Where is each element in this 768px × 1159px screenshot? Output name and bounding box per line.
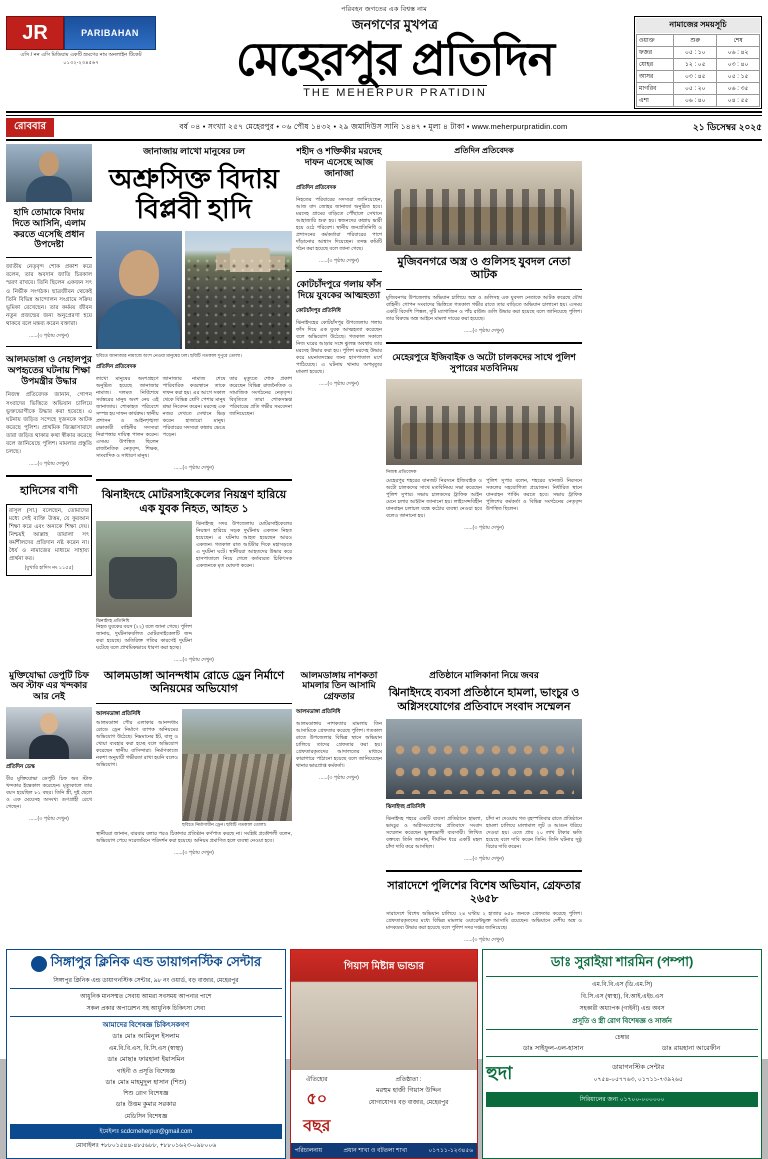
sweets-prop-name: মরহুম হাজী গিয়াস উদ্দিন xyxy=(375,1087,442,1095)
zhenaidah-body-left: ঝিনাইদহ শহরে একটি ব্যবসা প্রতিষ্ঠানে হামলা, ভাংচুর ও অগ্নিসংযোগের প্রতিবাদে সংবাদ সম্মেলন করেছেন ভুক্তভোগী ব্যবসায়ী। লিখিত বক্তব্যে তিনি জানান, দীর্ঘদিন ধরে একটি মহল চাঁদা দাবি করে আসছিল। xyxy=(386,815,482,850)
huda-clinic-sub: ডায়াগনস্টিক সেন্টার xyxy=(612,1064,665,1072)
police-drive-body: সারাদেশে বিশেষ অভিযান চালিয়ে ২৪ ঘণ্টায় ২ হাজার ৬৫৮ জনকে গ্রেফতার করেছে পুলিশ। গ্রেফতারকৃতদের মধ্যে বিভিন্ন মামলার ওয়ারেন্টভুক্ত আসামি রয়েছেন। অভিযানে দেশীয় অস্ত্র ও মাদকদ্রব্য উদ্ধার করা হয়েছে বলে পুলিশ সদর দপ্তর জানিয়েছে। xyxy=(386,911,582,932)
clinic-logo-icon xyxy=(31,956,47,972)
masthead-tagline: পরিবহন জগতের এক বিশ্বস্ত নাম xyxy=(341,6,427,13)
police-drive-more: ......(৩ পৃষ্ঠায় দেখুন) xyxy=(464,937,504,944)
column-right xyxy=(386,144,582,665)
hadis-body: রাসুল (সা.) বলেছেন, তোমাদের মধ্যে সেই ব্যক্তি উত্তম, যে কুরআন শিক্ষা করে এবং অন্যকে শিক্ষা দেয়। নিশ্চয়ই আল্লাহ তায়ালা সৎ কর্মশীলদের প্রতিদান নষ্ট করেন না। ধৈর্য ও নামাজের মাধ্যমে সাহায্য প্রার্থনা কর। xyxy=(9,507,89,563)
arrest-headline: আলমডাঙ্গায় নাশকতা মামলার তিন আসামি গ্রেফতার xyxy=(300,669,378,702)
arrest-body: আলমডাঙ্গায় নাশকতার মামলায় তিন আসামিকে গ্রেফতার করেছে পুলিশ। গতকাল রাতে উপজেলার বিভিন্ন স্থানে অভিযান চালিয়ে তাদের গ্রেফতার করা হয়। গ্রেফতারকৃতদের আদালতের মাধ্যমে কারাগারে পাঠানো হয়েছে বলে জানিয়েছেন থানার ভারপ্রাপ্ত কর্মকর্তা। xyxy=(296,721,382,770)
clinic-doctor-name: ডাঃ মোছাঃ ফারহানা ইয়াসমিন xyxy=(107,1055,185,1063)
prayer-times-table xyxy=(636,34,760,107)
hadis-title: হাদিসের বাণী xyxy=(20,485,78,498)
prayer-row xyxy=(637,47,760,59)
prayer-start: ০৫ : ২০ xyxy=(674,83,717,95)
clinic-ad-title xyxy=(10,953,282,974)
issue-details: বর্ষ ০৪ • সংখ্যা ২৫৭ মেহেরপুর • ০৬ পৌষ ১৪৩২ • ২৯ জমাদিউস সানি ১৪৪৭ • মূল্য ৪ টাকা • www.meherpurpratidin.com xyxy=(179,121,568,131)
drain-more: ......(৩ পৃষ্ঠায় দেখুন) xyxy=(174,850,214,857)
right-top-strip: প্রতিদিন প্রতিবেদক xyxy=(454,146,514,155)
huda-clinic-logo: হুদা xyxy=(486,1062,513,1083)
prayer-col-name: ওয়াক্ত xyxy=(637,35,674,47)
col3-headline: শহীদ ও শক্তিকীর মরদেহ দাফন এসেছে আজ জানাজা xyxy=(296,146,382,178)
masthead xyxy=(6,16,762,113)
clinic-doctor-name: ডাঃ মোঃ মাহমুদুল হাসান (শিশু) xyxy=(105,1078,187,1086)
col3-body: নিহতের পরিবারের সদস্যরা জানিয়েছেন, আজ বাদ জোহর জানাজা অনুষ্ঠিত হবে। মরদেহ গ্রামের বাড়িতে পৌঁছালে সেখানে আহাজারি শুরু হয়। স্বজনদের কান্নায় ভারী হয়ে ওঠে পরিবেশ। স্থানীয় জনপ্রতিনিধি ও প্রশাসনের কর্মকর্তারা পরিবারের পাশে দাঁড়ানোর আশ্বাস দিয়েছেন। তদন্ত কমিটি গঠন করা হয়েছে বলে জানা গেছে। xyxy=(296,197,382,253)
sweets-footer-phone: ০১৭১১-১২৩৪৫৬ xyxy=(428,1148,474,1155)
huda-clinic-phone: ০৭৫৪-০৫৭৭৬৩, ০১৭১১-৭৩৯২৬৫ xyxy=(593,1076,683,1083)
clinic-ad-title-text: সিঙ্গাপুর ক্লিনিক এন্ড ডায়াগনস্টিক সেন্টার xyxy=(50,954,262,970)
right-mid-caption: নিজস্ব প্রতিবেদক xyxy=(386,468,417,474)
drain-byline: আলমডাঙ্গা প্রতিনিধি xyxy=(96,711,141,718)
sweets-badge-years: ৫০ বছর xyxy=(303,1091,331,1136)
prayer-col-end: শেষ xyxy=(717,35,760,47)
drain-body-left: আলমডাঙ্গা পৌর এলাকার আনন্দধাম রোডে ড্রেন নির্মাণে ব্যাপক অনিয়মের অভিযোগ উঠেছে। নিম্নমানের ইট, বালু ও খোয়া ব্যবহার করা হচ্ছে বলে অভিযোগ করেছেন স্থানীয় বাসিন্দারা। নির্মাণকাজে নকশা অনুযায়ী গভীরতা রাখা হয়নি বলেও অভিযোগ। xyxy=(96,720,178,769)
prayer-end: ০৪ : ৫৫ xyxy=(717,95,760,107)
right-top-body: মুজিবনগর উপজেলায় অভিযান চালিয়ে অস্ত্র ও গুলিসহ এক যুবদল নেতাকে আটক করেছে যৌথ বাহিনী। গোপন সংবাদের ভিত্তিতে গতকাল গভীর রাতে তার বাড়িতে অভিযান চালানো হয়। এসময় একটি বিদেশি পিস্তল, দুটি ম্যাগাজিন ও পাঁচ রাউন্ড গুলি উদ্ধার করা হয়েছে বলে জানিয়েছে পুলিশ। তার বিরুদ্ধে অস্ত্র আইনে মামলা দায়ের করা হয়েছে। xyxy=(386,294,582,322)
doctor-serial[interactable]: সিরিয়ালের জন্য ০১৭০০-০০০০০০ xyxy=(486,1092,758,1107)
doctor-degree-1: এম.বি.বি.এস (ডি.এম.সি) xyxy=(591,982,653,989)
right-mid-headline: মেহেরপুরে ইজিবাইক ও অটো চালকদের সাথে পুলিশ সুপারের মতবিনিময় xyxy=(392,351,576,373)
drain-headline: আলমডাঙ্গা আনন্দধাম রোডে ড্রেন নির্মাণে অনিয়মের অভিযোগ xyxy=(103,669,285,695)
left-article-1-body: জাতীয় নেতৃবৃন্দ শোক প্রকাশ করে বলেন, তার অবদান জাতি চিরকাল স্মরণ রাখবে। তিনি ছিলেন একজন সৎ ও নির্ভীক সংগঠক। ছাত্রজীবন থেকেই তিনি বিভিন্ন আন্দোলন সংগ্রামে সক্রিয় ভূমিকা রেখেছেন। তার কর্মময় জীবন নতুন প্রজন্মের জন্য অনুপ্রেরণা হয়ে থাকবে বলে মন্তব্য করেন বক্তারা। xyxy=(6,264,92,327)
drain-photo xyxy=(182,709,292,821)
col3-headline-2: কোটচাঁদপুরে গলায় ফাঁস দিয়ে যুবকের আত্মহত্যা xyxy=(296,279,382,301)
left-article-2-more: ......(৩ পৃষ্ঠায় দেখুন) xyxy=(29,461,69,468)
clinic-ad-contact xyxy=(10,1124,282,1139)
obituary-kicker: মুক্তিযোদ্ধা ডেপুটি চিফ অব স্টাফ এর খন্দকার আর নেই xyxy=(9,669,89,702)
right-mid-body-right: পুলিশ সুপার বলেন, শহরের যানজট নিরসনে সকলের সহযোগিতা প্রয়োজন। নির্ধারিত স্থানে যানবাহন পার্কিং করতে হবে। সভায় ট্রাফিক পুলিশের কর্মকর্তা ও বিভিন্ন সংগঠনের নেতৃবৃন্দ উপস্থিত ছিলেন। xyxy=(486,477,582,512)
zhenaidah-headline: ঝিনাইদহে ব্যবসা প্রতিষ্ঠানে হামলা, ভাংচুর ও অগ্নিসংযোগের প্রতিবাদে সংবাদ সম্মেলন xyxy=(388,687,580,713)
column-1 xyxy=(6,144,92,665)
obituary-photo xyxy=(6,707,92,759)
col3-body-2: ঝিনাইদহের কোটচাঁদপুর উপজেলায় গলায় ফাঁস দিয়ে এক যুবক আত্মহত্যা করেছেন বলে অভিযোগ উঠেছে। গতকাল সকালে নিজ ঘরের আড়ার সঙ্গে ঝুলন্ত অবস্থায় তার মরদেহ উদ্ধার করা হয়। পুলিশ মরদেহ উদ্ধার করে ময়নাতদন্তের জন্য হাসপাতাল মর্গে পাঠিয়েছে। এ ঘটনায় থানায় অপমৃত্যুর মামলা হয়েছে। xyxy=(296,319,382,375)
lower-band xyxy=(6,668,762,946)
left-article-1-more: ......(৩ পৃষ্ঠায় দেখুন) xyxy=(29,333,69,340)
sweets-prop-label: প্রতিষ্ঠাতা : xyxy=(395,1077,422,1084)
clinic-ad-line2: সকল প্রকার অপারেশন সহ আধুনিক চিকিৎসা সেবা xyxy=(86,1006,206,1013)
zhenaidah-more: ......(৩ পৃষ্ঠায় দেখুন) xyxy=(464,855,504,862)
accident-body-2: নিহত যুবকের বয়স (২২) বলে জানা গেছে। পুলিশ জানায়, দুর্ঘটনাকবলিত মোটরসাইকেলটি জব্দ করা হয়েছে। অতিরিক্ত গতির কারণেই দুর্ঘটনা ঘটেছে বলে প্রাথমিকভাবে ধারণা করা হচ্ছে। xyxy=(96,623,192,651)
masthead-center xyxy=(156,16,634,109)
left-article-2-body: নিজস্ব প্রতিবেদক জানান, গোপন সংবাদের ভিত্তিতে অভিযান চালিয়ে ভুক্তভোগীকে উদ্ধার করা হয়েছে। এ ঘটনায় জড়িত সন্দেহে দুজনকে আটক করেছে পুলিশ। প্রাথমিক জিজ্ঞাসাবাদে তারা জড়িত থাকার কথা স্বীকার করেছে বলে জানিয়েছে পুলিশ। মামলার প্রস্তুতি চলছে। xyxy=(6,392,92,456)
right-top-photo xyxy=(386,161,582,251)
prayer-times-box xyxy=(634,16,762,109)
newspaper-title-english: THE MEHERPUR PRATIDIN xyxy=(303,87,487,100)
prayer-row xyxy=(637,95,760,107)
moto-accident-headline: ঝিনাইদহে মোটরসাইকেলের নিয়ন্ত্রণ হারিয়ে এক যুবক নিহত, আহত ১ xyxy=(101,489,287,515)
lower-col-4 xyxy=(386,668,582,946)
clinic-ad[interactable] xyxy=(6,949,286,1159)
sweets-shop-photo xyxy=(291,950,477,1070)
issue-info-bar xyxy=(6,115,762,141)
police-drive-headline: সারাদেশে পুলিশের বিশেষ অভিযান, গ্রেফতার ২৬৫৮ xyxy=(387,879,581,906)
jr-logo-mark: JR xyxy=(6,16,64,50)
col3-more: ......(৩ পৃষ্ঠায় দেখুন) xyxy=(319,258,359,265)
clinic-doctor-name: ডাঃ মোঃ আমিনুল ইসলাম xyxy=(112,1033,180,1041)
accident-photo-caption: ঝিনাইদহ প্রতিনিধি xyxy=(96,617,130,623)
doctor-chamber-left: ডাঃ সাইফুল-এল-হাসান xyxy=(522,1045,584,1053)
column-2-lead xyxy=(96,144,292,665)
doctor-ad-name: ডাঃ সুরাইয়া শারমিন (পম্পা) xyxy=(550,954,694,970)
lead-headline: অশ্রুসিক্ত বিদায় বিপ্লবী হাদি xyxy=(109,164,279,224)
paribahan-name: PARIBAHAN xyxy=(81,28,139,38)
prayer-row xyxy=(637,83,760,95)
doctor-ad[interactable] xyxy=(482,949,762,1159)
right-top-headline: মুজিবনগরে অস্ত্র ও গুলিসহ যুবদল নেতা আটক xyxy=(397,255,571,281)
lead-photo-caption: ছবিতে জানাজার নামাজে অংশ নেওয়া মানুষের ঢল। ছবিটি গতকাল দুপুরে তোলা। xyxy=(96,353,242,359)
lower-col-1 xyxy=(6,668,92,946)
lower-col-2 xyxy=(96,668,292,946)
masthead-left-caption: এসি / নন এসি মিডিয়াম একটি ভ্রমণের নাম অনলাইন টিকেট ০১৩২-২৩৪৫৬৭ xyxy=(20,52,142,66)
sweets-shop-sign: গিয়াস মিষ্টান্ন ভান্ডার xyxy=(343,960,425,972)
prayer-end: ০৬ : ৩৫ xyxy=(717,83,760,95)
left-article-2-headline: আলমডাঙ্গা ও নেহালপুর অপহৃতের ঘটনায় শিক্ষা উপমন্ত্রীর উদ্ধার xyxy=(6,354,92,386)
column-3 xyxy=(296,144,382,665)
prayer-name: যোহর xyxy=(637,59,674,71)
drain-photo-caption: ছবিতে নির্মাণাধীন ড্রেন। ছবিটি গতকাল তোলা। xyxy=(182,822,267,828)
prayer-start: ১২ : ০৫ xyxy=(674,59,717,71)
hadis-box xyxy=(6,504,92,577)
prayer-start: ০৩ : ৪৫ xyxy=(674,71,717,83)
right-mid-more: ......(৩ পৃষ্ঠায় দেখুন) xyxy=(464,524,504,531)
prayer-start: ০৬ : ৪০ xyxy=(674,95,717,107)
prayer-row xyxy=(637,71,760,83)
zhenaidah-body-right: চাঁদা না দেওয়ায় গত বৃহস্পতিবার রাতে প্রতিষ্ঠানে হামলা চালিয়ে মালামাল লুট ও আগুন ধরিয়ে দেওয়া হয়। এতে প্রায় ২০ লাখ টাকার ক্ষতি হয়েছে বলে দাবি করেন তিনি। তিনি ঘটনার সুষ্ঠু বিচার দাবি করেন। xyxy=(486,815,582,850)
newspaper-title: মেহেরপুর প্রতিদিন xyxy=(235,33,555,85)
zobor-headline: প্রতিষ্ঠানে মালিকানা নিয়ে জবর xyxy=(429,669,539,680)
accident-photo xyxy=(96,521,192,617)
arrest-more: ......(৩ পৃষ্ঠায় দেখুন) xyxy=(319,775,359,782)
lead-byline: প্রতিদিন প্রতিবেদক xyxy=(96,364,137,371)
prayer-end: ০৩ : ৪০ xyxy=(717,59,760,71)
clinic-doctor-degree: গাইনী ও প্রসূতি বিশেষজ্ঞ xyxy=(116,1068,175,1075)
weekday-badge: রোববার xyxy=(6,118,54,137)
prayer-name: ফজর xyxy=(637,47,674,59)
doctor-chamber-heading: চেম্বার xyxy=(614,1035,630,1042)
sweets-badge-label: ঐতিহ্যের xyxy=(305,1077,328,1084)
right-mid-body-left: মেহেরপুর শহরের যানজট নিরসনে ইজিবাইক ও অটো চালকদের সাথে মতবিনিময় সভা করেছেন পুলিশ সুপার। সভায় চালকদের ট্রাফিক আইন মেনে চলার আহ্বান জানানো হয়। লাইসেন্সবিহীন যানবাহন চলাচল বন্ধে কঠোর ব্যবস্থা নেওয়া হবে বলেও জানানো হয়। xyxy=(386,477,482,519)
prayer-end: ০৬ : ৪২ xyxy=(717,47,760,59)
sweets-contact: যোগাযোগঃ বড় বাজার, মেহেরপুর xyxy=(368,1099,449,1106)
prayer-name: আসর xyxy=(637,71,674,83)
prayer-start: ০৫ : ১০ xyxy=(674,47,717,59)
left-photo-headline: হাদি তোমাকে বিদায় দিতে আসিনি, এলাম করতে এসেছি প্রধান উপদেষ্টা xyxy=(12,207,86,250)
sweets-footer-mid: প্রধান শাখা ও বটতলা শাখা xyxy=(343,1148,408,1155)
lead-crowd-photo xyxy=(185,231,292,349)
clinic-ad-phone: মোবাইলঃ +৮৮০১৫৪৪-৪৮৫৬৮৮, +৮৮০১৬২৩-০৯৮০০৬ xyxy=(75,1143,217,1150)
hadis-reference: (বুখারি হাদিস নং ১১৫৫) xyxy=(24,565,74,572)
bus-graphic xyxy=(64,16,156,50)
obituary-body: বীর মুক্তিযোদ্ধা ডেপুটি চিফ অব স্টাফ খন্দকার ইন্তেকাল করেছেন। মৃত্যুকালে তার বয়স হয়েছিল ৮১ বছর। তিনি স্ত্রী, দুই ছেলে ও এক মেয়েসহ অসংখ্য গুণগ্রাহী রেখে গেছেন। xyxy=(6,776,92,811)
prayer-col-start: শুরু xyxy=(674,35,717,47)
lower-col-3 xyxy=(296,668,382,946)
masthead-left-ad xyxy=(6,16,156,109)
doctor-degree-3: সহকারী অধ্যাপক (গাইনী) এন্ড অবস xyxy=(579,1006,665,1013)
doctor-ad-title xyxy=(486,953,758,974)
press-conference-photo xyxy=(386,719,582,799)
accident-more: ......(৩ পৃষ্ঠায় দেখুন) xyxy=(174,656,214,663)
accident-body-1: ঝিনাইদহ সদর উপজেলায় মোটরসাইকেলের নিয়ন্ত্রণ হারিয়ে সড়ক দুর্ঘটনায় একজন নিহত হয়েছেন। এ ঘটনায় আহত হয়েছেন আরও একজন। গতকাল রাত আটটার দিকে মহাসড়কে এ দুর্ঘটনা ঘটে। স্থানীয়রা আহতদের উদ্ধার করে হাসপাতালে নিয়ে গেলে কর্তব্যরত চিকিৎসক একজনকে মৃত ঘোষণা করেন। xyxy=(196,520,292,569)
clinic-doctor-degree: মেডিসিন বিশেষজ্ঞ xyxy=(124,1114,168,1121)
doctor-degree-2: বি.সি.এস (স্বাস্থ্য), বি.আই.এইচ.এস xyxy=(580,994,664,1001)
clinic-ad-email[interactable]: ইমেইলঃ scdcmeherpur@gmail.com xyxy=(99,1129,193,1136)
lead-more: ......(৩ পৃষ্ঠায় দেখুন) xyxy=(174,465,214,472)
right-top-more: ......(৩ পৃষ্ঠায় দেখুন) xyxy=(464,327,504,334)
doctor-chamber-right: ডাঃ রায়হানা আরেফীন xyxy=(661,1045,721,1053)
lead-body-col-2: জানাজার নামাজ শেষে পারিবারিক কবরস্থানে তাকে দাফন করা হয়। এর আগে সকাল থেকে বিভিন্ন শ্রেণি পেশার মানুষ শ্রদ্ধা নিবেদন করেন। মরদেহ এক নজর দেখতে সেখানে ভিড় করেন হাজারো মানুষ। পরিবারের সদস্যরা কান্নায় ভেঙে পড়েন। xyxy=(162,376,226,439)
sweets-footer-left: পরিচালনায় xyxy=(294,1148,323,1155)
obituary-byline: প্রতিদিন ডেস্ক xyxy=(6,764,35,771)
sweets-ad-footer xyxy=(291,1143,477,1158)
right-mid-photo xyxy=(386,379,582,465)
clinic-doctor-degree: শিশু রোগ বিশেষজ্ঞ xyxy=(123,1091,169,1098)
jr-paribahan-logo xyxy=(6,16,156,50)
doctor-specialty: প্রসূতি ও স্ত্রী রোগ বিশেষজ্ঞ ও সার্জন xyxy=(572,1018,672,1026)
clinic-doctor-name: ডাঃ উত্তম কুমার সরকার xyxy=(115,1101,177,1109)
clinic-doctor-degree: এম.বি.বি.এস, বি.সি.এস (স্বাস্থ্য) xyxy=(108,1045,183,1052)
prayer-end: ০৫ : ১৫ xyxy=(717,71,760,83)
drain-body-right: স্থানীয়রা জানান, বারবার বলার পরও ঠিকাদার প্রতিষ্ঠান কর্ণপাত করছে না। সংশ্লিষ্ট প্রকৌশলী বলেন, অভিযোগ পেয়ে সরেজমিনে পরিদর্শন করা হয়েছে। অনিয়ম প্রমাণিত হলে ব্যবস্থা নেওয়া হবে। xyxy=(96,831,292,845)
lead-portrait-photo xyxy=(96,231,182,349)
ads-row xyxy=(6,949,762,1159)
content-grid xyxy=(6,144,762,665)
col3-byline-2: কোটচাঁদপুর প্রতিনিধি xyxy=(296,307,341,314)
col3-byline: প্রতিদিন প্রতিবেদক xyxy=(296,185,337,192)
prayer-row xyxy=(637,59,760,71)
lead-body-col-1: লাখো মানুষের অংশগ্রহণে অনুষ্ঠিত হয়েছে জানাজার নামাজ। দলমত নির্বিশেষে সর্বস্তরের মানুষ অংশ নেয় এই জানাজায়। শোকাহত পরিবেশে সম্পন্ন হয় দাফন কার্যক্রম। স্থানীয় প্রশাসন ও আইনশৃঙ্খলা রক্ষাকারী বাহিনীর সদস্যরা নিরাপত্তার দায়িত্ব পালন করেন। এসময় উপস্থিত ছিলেন রাজনৈতিক নেতৃবৃন্দ, শিক্ষক, সাংবাদিক ও সাধারণ মানুষ। xyxy=(96,376,159,460)
zhenaidah-byline: ঝিনাইদহ প্রতিনিধি xyxy=(386,803,426,810)
lead-body-col-3: তার মৃত্যুতে শোক প্রকাশ করেছেন বিভিন্ন রাজনৈতিক ও সামাজিক সংগঠনের নেতৃবৃন্দ। বিবৃতিতে তারা শোকসন্তপ্ত পরিবারের প্রতি গভীর সমবেদনা জানিয়েছেন। xyxy=(229,376,293,418)
prayer-name: মাগরিব xyxy=(637,83,674,95)
clinic-ad-address: সিঙ্গাপুর ক্লিনিক এন্ড ডায়াগনস্টিক সেন্টার, ৯৮ নং ওয়ার্ড, বড় বাজার, মেহেরপুর xyxy=(53,978,239,985)
clinic-ad-line1: আধুনিক মানসম্মত সেবায় আমরা সবসময় আপনার পাশে xyxy=(80,994,212,1001)
sweets-ad[interactable] xyxy=(290,949,478,1159)
clinic-doctors-heading: আমাদের বিশেষজ্ঞ চিকিৎসকগণ xyxy=(102,1022,190,1030)
prayer-name: এশা xyxy=(637,95,674,107)
advisor-photo xyxy=(6,144,92,202)
arrest-byline: আলমডাঙ্গা প্রতিনিধি xyxy=(296,709,341,716)
col3-more-2: ......(৩ পৃষ্ঠায় দেখুন) xyxy=(319,380,359,387)
lead-kicker: জানাজায় লাখো মানুষের ঢল xyxy=(143,146,245,156)
issue-date: ২১ ডিসেম্বর ২০২৫ xyxy=(692,122,762,132)
masthead-kicker: জনগণের মুখপত্র xyxy=(352,17,438,32)
obituary-more: ......(৩ পৃষ্ঠায় দেখুন) xyxy=(29,816,69,823)
prayer-times-heading: নামাজের সময়সূচি xyxy=(636,18,760,33)
